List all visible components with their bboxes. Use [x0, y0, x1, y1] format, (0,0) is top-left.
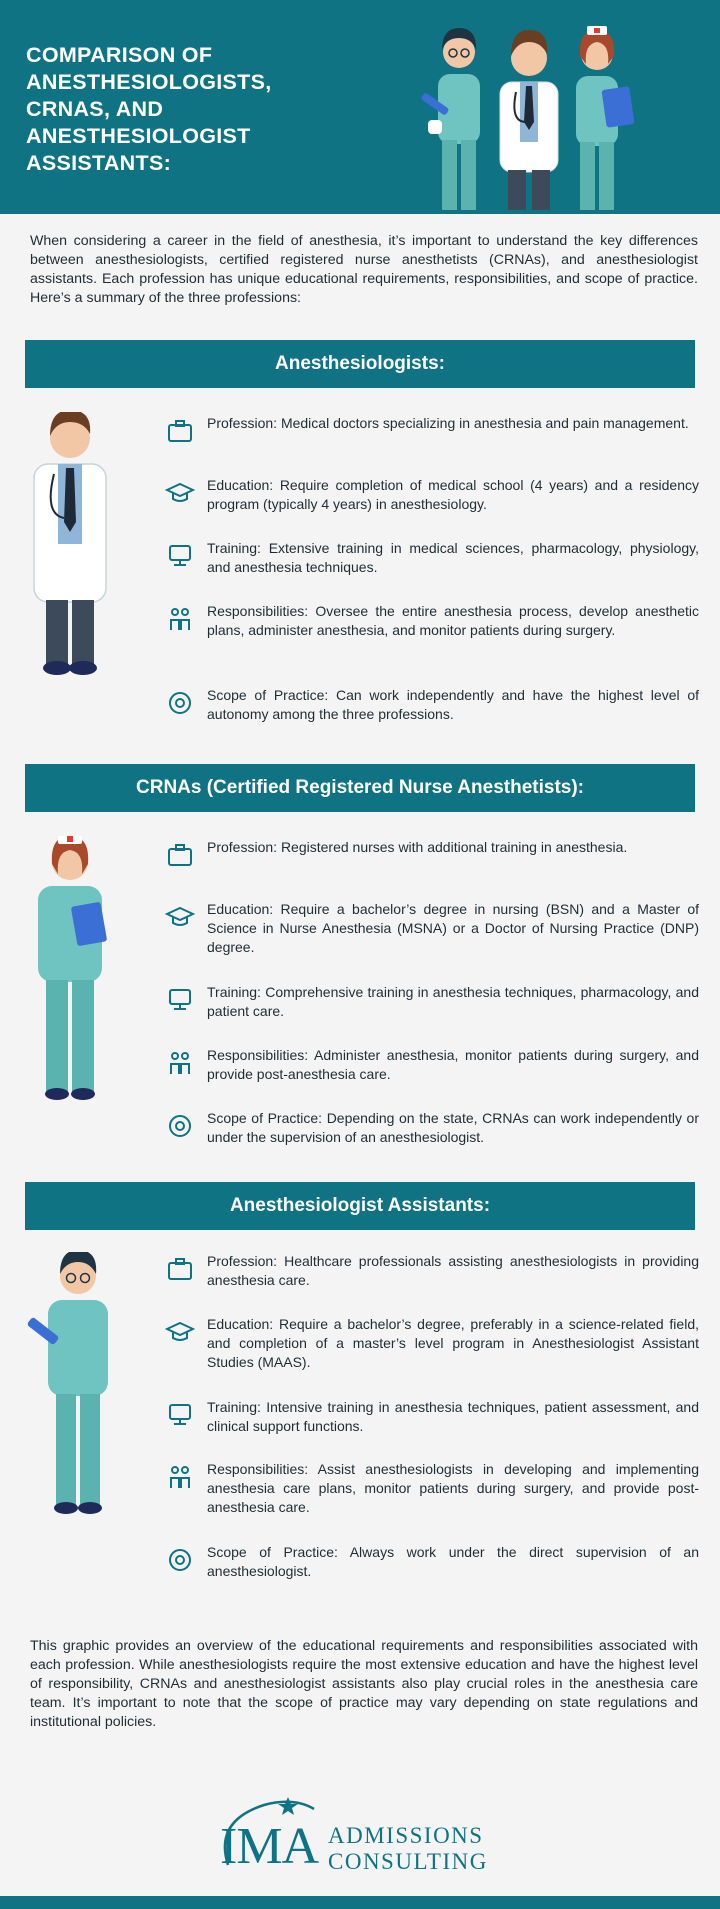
graduation-cap-icon: [165, 1317, 195, 1347]
assistants-scope: Scope of Practice: Always work under the direct supervision of an anesthesiologist.: [207, 1544, 699, 1579]
training-icon: [165, 1400, 195, 1430]
briefcase-icon: [165, 840, 195, 870]
scope-icon: [165, 1545, 195, 1575]
anesthesiologists-scope: Scope of Practice: Can work independently and have the highest level of autonomy among the three professions.: [207, 687, 699, 722]
crnas-training: Training: Comprehensive training in anesthesia techniques, pharmacology, and patient care.: [207, 984, 700, 1019]
responsibilities-icon: [165, 1462, 195, 1492]
graduation-cap-icon: [165, 478, 195, 508]
ima-admissions-logo: [208, 1795, 528, 1885]
responsibilities-icon: [165, 604, 195, 634]
anesthesiologists-responsibilities: Responsibilities: Oversee the entire anesthesia process, develop anesthetic plans, administer anesthesia, and monitor patients during surgery.: [207, 603, 700, 638]
scope-icon: [165, 688, 195, 718]
logo-mark: IMA: [220, 1818, 319, 1875]
header-banner: [0, 0, 720, 214]
section-header-assistants: Anesthesiologist Assistants:: [25, 1182, 695, 1230]
training-icon: [165, 985, 195, 1015]
intro-paragraph: When considering a career in the field of anesthesia, it’s important to understand the key differences between anesthesiologists, certified registered nurse anesthetists (CRNAs), and anesthesiologist assistants. Each profession has unique educational requirements, responsibilities, and scope of practice. Here’s a summary of the three professions:: [30, 233, 698, 306]
briefcase-icon: [165, 416, 195, 446]
assistants-profession: Profession: Healthcare professionals assisting anesthesiologists in providing anesthesia care.: [207, 1253, 699, 1288]
logo-line-consulting: CONSULTING: [328, 1849, 488, 1874]
medical-staff-illustration: [400, 12, 700, 212]
assistants-training: Training: Intensive training in anesthesia techniques, patient assessment, and clinical support functions.: [207, 1399, 699, 1434]
doctor-illustration: [24, 412, 116, 682]
responsibilities-icon: [165, 1048, 195, 1078]
assistant-illustration: [24, 1252, 124, 1520]
assistants-responsibilities: Responsibilities: Assist anesthesiologists in developing and implementing anesthesia care plans, monitor patients during surgery, and provide post-anesthesia care.: [207, 1461, 699, 1515]
section-header-crnas: CRNAs (Certified Registered Nurse Anesthetists):: [25, 764, 695, 812]
page-title: COMPARISON OF ANESTHESIOLOGISTS, CRNAS, AND ANESTHESIOLOGIST ASSISTANTS:: [26, 43, 272, 175]
training-icon: [165, 541, 195, 571]
graduation-cap-icon: [165, 902, 195, 932]
briefcase-icon: [165, 1254, 195, 1284]
summary-paragraph: This graphic provides an overview of the educational requirements and responsibilities associated with each profession. While anesthesiologists require the most extensive education and have the highest level of responsibility, CRNAs and anesthesiologist assistants also play crucial roles in the anesthesia care team. It’s important to note that the scope of practice may vary depending on state regulations and institutional policies.: [30, 1638, 698, 1730]
section-header-anesthesiologists: Anesthesiologists:: [25, 340, 695, 388]
crnas-profession: Profession: Registered nurses with additional training in anesthesia.: [207, 839, 628, 855]
anesthesiologists-profession: Profession: Medical doctors specializing in anesthesia and pain management.: [207, 415, 689, 431]
assistants-education: Education: Require a bachelor’s degree, preferably in a science-related field, and completion of a master’s level program in Anesthesiologist Assistant Studies (MAAS).: [207, 1316, 699, 1370]
anesthesiologists-education: Education: Require completion of medical school (4 years) and a residency program (typically 4 years) in anesthesiology.: [207, 477, 700, 512]
footer-bar: [0, 1896, 720, 1909]
anesthesiologists-training: Training: Extensive training in medical sciences, pharmacology, physiology, and anesthesia techniques.: [207, 540, 699, 575]
crnas-responsibilities: Responsibilities: Administer anesthesia, monitor patients during surgery, and provide post-anesthesia care.: [207, 1047, 699, 1082]
crnas-education: Education: Require a bachelor’s degree in nursing (BSN) and a Master of Science in Nurse Anesthesia (MSNA) or a Doctor of Nursing Practice (DNP) degree.: [207, 901, 700, 955]
crnas-scope: Scope of Practice: Depending on the state, CRNAs can work independently or under the supervision of an anesthesiologist.: [207, 1110, 699, 1145]
nurse-illustration: [24, 836, 120, 1108]
scope-icon: [165, 1111, 195, 1141]
logo-line-admissions: ADMISSIONS: [328, 1823, 484, 1848]
